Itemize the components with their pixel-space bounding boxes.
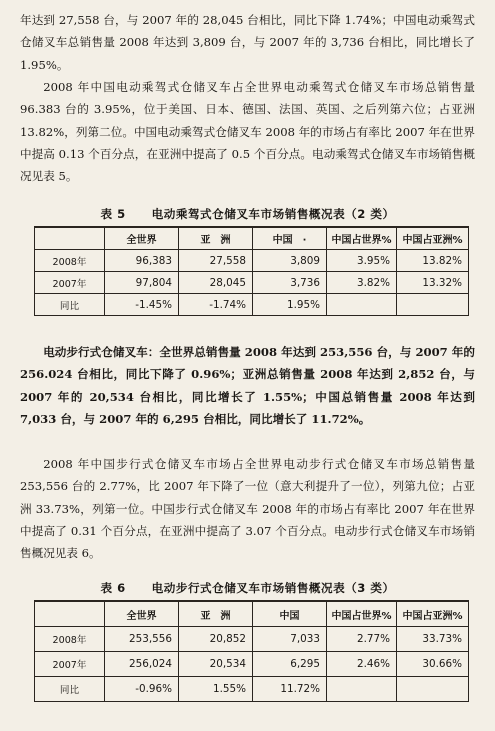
table-header-cell: 中国占亚洲% — [397, 227, 469, 250]
paragraph-3-world: 全世界总销售量 2008 年达到 253,556 台，与 2007 年的 256.024 台相比，同比下降了 0.96%； — [20, 345, 475, 382]
table-cell: 7,033 — [253, 627, 327, 652]
table-row-label: 2008年 — [35, 627, 105, 652]
table-cell: 96,383 — [105, 250, 179, 272]
table-header-cell — [35, 601, 105, 627]
table-header-cell: 全世界 — [105, 227, 179, 250]
table-cell: 256,024 — [105, 652, 179, 677]
table-header-cell: 亚 洲 — [179, 601, 253, 627]
table-6-number: 表 6 — [100, 581, 126, 595]
paragraph-4: 2008 年中国步行式仓储叉车市场占全世界电动步行式仓储叉车市场总销售量 253,556 台的 2.77%，比 2007 年下降了一位（意大利提升了一位），列第九位；占亚洲 33.73%，列第一位。中国步行式仓储叉车 2008 年的市场占有率比 2007 年在世界中提高了 0.31 个百分点，在亚洲中提高了 3.07 个百分点。电动步行式仓储叉车市场销售概况见表 6。 — [20, 457, 475, 561]
table-cell — [397, 294, 469, 316]
table-6-title: 电动步行式仓储叉车市场销售概况表（3 类） — [151, 581, 395, 595]
table-cell: 253,556 — [105, 627, 179, 652]
table-cell: -1.74% — [179, 294, 253, 316]
table-5 — [34, 226, 469, 316]
table-header-cell: 中国 · — [253, 227, 327, 250]
table-cell: 3.82% — [327, 272, 397, 294]
table-5-title: 电动乘驾式仓储叉车市场销售概况表（2 类） — [151, 207, 395, 221]
table-row — [35, 627, 469, 652]
table-5-number: 表 5 — [100, 207, 126, 221]
table-6-caption — [0, 580, 495, 596]
table-header-cell: 亚 洲 — [179, 227, 253, 250]
table-cell: 1.95% — [253, 294, 327, 316]
table-header-cell: 中国 — [253, 601, 327, 627]
paragraph-2: 2008 年中国电动乘驾式仓储叉车占全世界电动乘驾式仓储叉车市场总销售量 96.383 台的 3.95%，位于美国、日本、德国、法国、英国、之后列第六位；占亚洲 13.82%，列第二位。中国电动乘驾式仓储叉车 2008 年的市场占有率比 2007 年在世界中提高 0.13 个百分点，在亚洲中提高了 0.5 个百分点。电动乘驾式仓储叉车市场销售概况见表 5。 — [20, 80, 475, 184]
table-row — [35, 294, 469, 316]
table-row — [35, 272, 469, 294]
table-header-row — [35, 227, 469, 250]
paragraph-3-lead: 电动步行式仓储叉车： — [43, 345, 160, 359]
table-cell — [397, 677, 469, 702]
table-cell: 11.72% — [253, 677, 327, 702]
table-header-cell — [35, 227, 105, 250]
table-header-cell: 中国占世界% — [327, 601, 397, 627]
table-6 — [34, 600, 469, 702]
table-cell: 3,809 — [253, 250, 327, 272]
table-cell: 27,558 — [179, 250, 253, 272]
table-cell: 13.32% — [397, 272, 469, 294]
table-cell: 6,295 — [253, 652, 327, 677]
table-row — [35, 652, 469, 677]
table-cell — [327, 677, 397, 702]
paragraph-3-asia: 亚洲总销售量 2008 年达到 2,852 台，与 2007 年的 20,534 台相比，同比增长了 1.55%； — [20, 367, 476, 404]
table-5-caption — [0, 206, 495, 222]
table-row-label: 同比 — [35, 677, 105, 702]
table-row-label: 2007年 — [35, 652, 105, 677]
table-cell: 20,852 — [179, 627, 253, 652]
paragraph-3-china: 中国总销售量 2008 年达到 7,033 台，与 2007 年的 6,295 台相比，同比增长了 11.72%。 — [20, 389, 475, 426]
table-cell: 33.73% — [397, 627, 469, 652]
table-header-cell: 全世界 — [105, 601, 179, 627]
table-header-cell: 中国占亚洲% — [397, 601, 469, 627]
table-cell — [327, 294, 397, 316]
table-row-label: 2007年 — [35, 272, 105, 294]
table-cell: 13.82% — [397, 250, 469, 272]
table-cell: 1.55% — [179, 677, 253, 702]
table-cell: 28,045 — [179, 272, 253, 294]
paragraph-3 — [20, 341, 475, 430]
table-cell: 3.95% — [327, 250, 397, 272]
table-cell: -1.45% — [105, 294, 179, 316]
table-cell: 2.46% — [327, 652, 397, 677]
table-cell: -0.96% — [105, 677, 179, 702]
table-row — [35, 250, 469, 272]
table-row-label: 2008年 — [35, 250, 105, 272]
table-row-label: 同比 — [35, 294, 105, 316]
table-cell: 2.77% — [327, 627, 397, 652]
table-row — [35, 677, 469, 702]
table-cell: 20,534 — [179, 652, 253, 677]
paragraph-1: 年达到 27,558 台，与 2007 年的 28,045 台相比，同比下降 1.74%；中国电动乘驾式仓储叉车总销售量 2008 年达到 3,809 台，与 2007 年的 3,736 台相比，同比增长了 1.95%。 — [20, 13, 475, 72]
table-header-row — [35, 601, 469, 627]
table-header-cell: 中国占世界% — [327, 227, 397, 250]
table-cell: 97,804 — [105, 272, 179, 294]
table-cell: 3,736 — [253, 272, 327, 294]
table-cell: 30.66% — [397, 652, 469, 677]
